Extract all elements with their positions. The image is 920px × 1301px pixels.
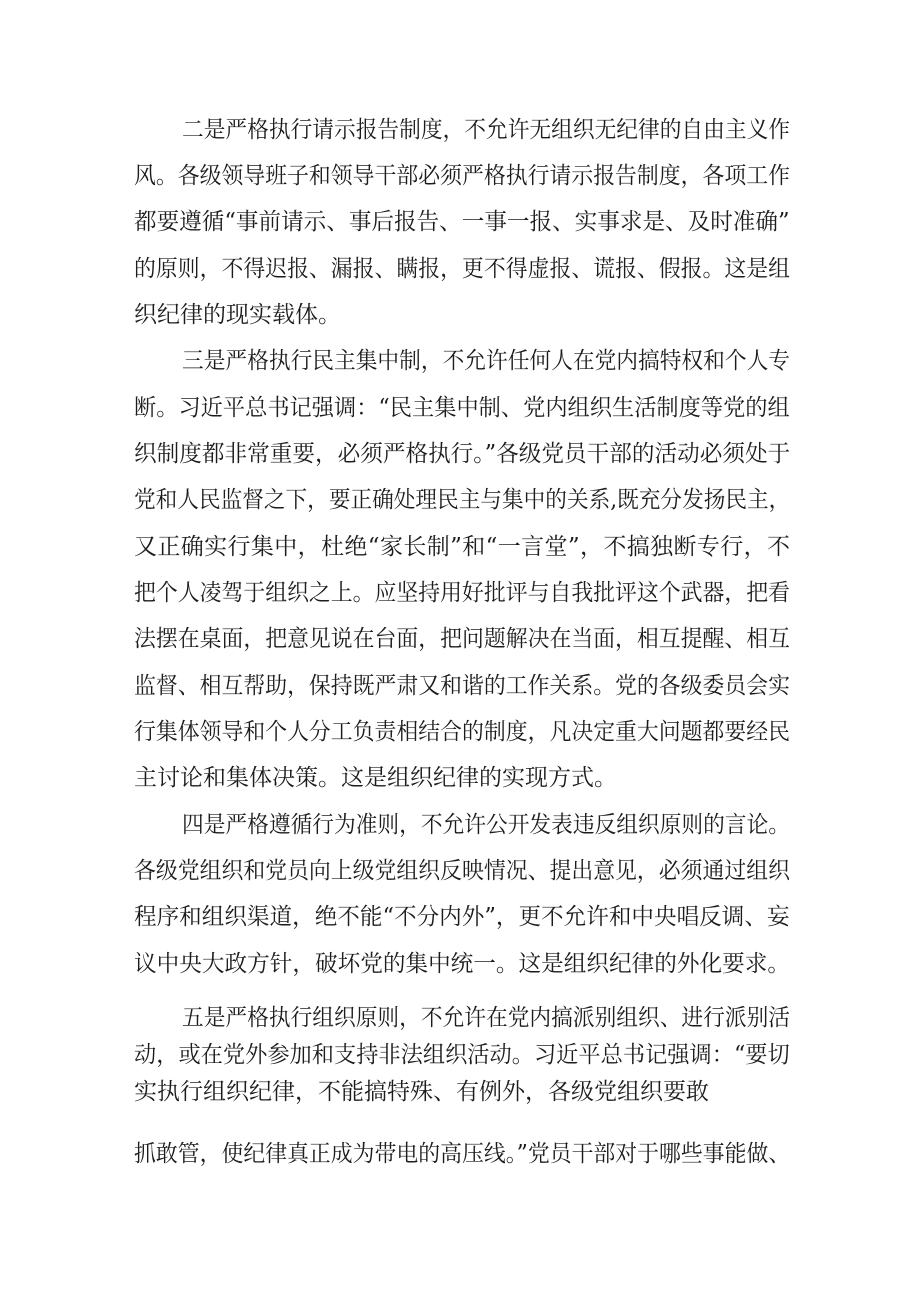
- text-line-p2-l6: 把个人凌驾于组织之上。应坚持用好批评与自我批评这个武器，把看: [134, 580, 790, 606]
- text-line-p4-l4: 抓敢管，使纪律真正成为带电的高压线。”党员干部对于哪些事能做、: [134, 1141, 791, 1167]
- text-line-p2-l7: 法摆在桌面，把意见说在台面，把问题解决在当面，相互提醒、相互: [134, 626, 790, 652]
- text-line-p1-l2: 风。各级领导班子和领导干部必须严格执行请示报告制度，各项工作: [134, 163, 790, 189]
- text-line-p4-l3: 实执行组织纪律，不能搞特殊、有例外，各级党组织要敢: [134, 1079, 709, 1105]
- text-line-p2-l10: 主讨论和集体决策。这是组织纪律的实现方式。: [134, 765, 617, 791]
- text-line-p3-l1: 四是严格遵循行为准则，不允许公开发表违反组织原则的言论。: [182, 812, 791, 838]
- text-line-p2-l9: 行集体领导和个人分工负责相结合的制度，凡决定重大问题都要经民: [134, 719, 790, 745]
- text-line-p1-l4: 的原则，不得迟报、漏报、瞒报，更不得虚报、谎报、假报。这是组: [134, 256, 790, 282]
- text-line-p2-l3: 织制度都非常重要，必须严格执行。”各级党员干部的活动必须处于: [134, 441, 791, 467]
- text-line-p3-l4: 议中央大政方针，破坏党的集中统一。这是组织纪律的外化要求。: [134, 951, 790, 977]
- text-line-p1-l5: 织纪律的现实载体。: [134, 302, 341, 328]
- text-line-p4-l1: 五是严格执行组织原则，不允许在党内搞派别组织、进行派别活: [182, 1005, 791, 1031]
- text-line-p4-l2: 动，或在党外参加和支持非法组织活动。习近平总书记强调：“要切: [134, 1042, 790, 1068]
- text-line-p3-l3: 程序和组织渠道，绝不能“不分内外”，更不允许和中央唱反调、妄: [134, 904, 790, 930]
- text-line-p2-l4: 党和人民监督之下，要正确处理民主与集中的关系,既充分发扬民主，: [134, 487, 791, 513]
- text-line-p2-l5: 又正确实行集中，杜绝“家长制”和“一言堂”，不搞独断专行，不: [134, 534, 791, 560]
- text-line-p1-l1: 二是严格执行请示报告制度，不允许无组织无纪律的自由主义作: [182, 117, 791, 143]
- text-line-p2-l2: 断。习近平总书记强调：“民主集中制、党内组织生活制度等党的组: [134, 395, 790, 421]
- text-line-p2-l8: 监督、相互帮助，保持既严肃又和谐的工作关系。党的各级委员会实: [134, 673, 790, 699]
- text-line-p3-l2: 各级党组织和党员向上级党组织反映情况、提出意见，必须通过组织: [134, 858, 790, 884]
- text-line-p1-l3: 都要遵循“事前请示、事后报告、一事一报、实事求是、及时准确”: [134, 209, 790, 235]
- text-line-p2-l1: 三是严格执行民主集中制，不允许任何人在党内搞特权和个人专: [182, 348, 791, 374]
